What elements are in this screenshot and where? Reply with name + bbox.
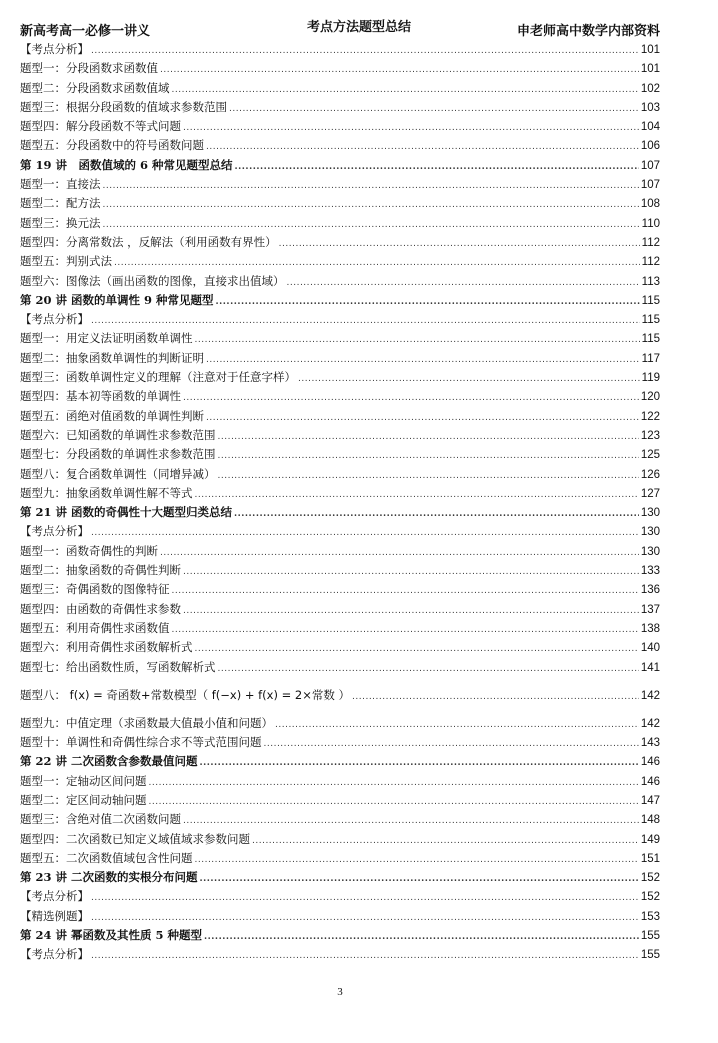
toc-leader-dots <box>183 812 639 831</box>
toc-entry-page: 152 <box>640 872 660 885</box>
toc-entry-title: 题型五：分段函数中的符号函数问题 <box>20 138 204 153</box>
toc-entry-title: 题型八：复合函数单调性（同增异减） <box>20 466 216 481</box>
toc-entry[interactable] <box>20 561 660 580</box>
toc-entry-title: 题型四：由函数的奇偶性求参数 <box>20 601 181 616</box>
toc-entry-title: 题型七：给出函数性质，写函数解析式 <box>20 659 216 674</box>
toc-entry[interactable] <box>20 830 660 849</box>
toc-entry-page: 108 <box>640 198 660 211</box>
toc-entry[interactable] <box>20 175 660 194</box>
toc-entry[interactable] <box>20 542 660 561</box>
toc-leader-dots <box>91 947 639 966</box>
toc-entry[interactable] <box>20 638 660 657</box>
header-left-title: 新高考高一必修一讲义 <box>20 24 151 39</box>
toc-entry[interactable] <box>20 600 660 619</box>
toc-entry-page: 119 <box>641 372 660 385</box>
toc-entry[interactable] <box>20 733 660 752</box>
toc-entry[interactable] <box>20 714 660 733</box>
toc-entry[interactable] <box>20 619 660 638</box>
toc-entry-title: 题型三：换元法 <box>20 215 101 230</box>
toc-lecture-entry[interactable] <box>20 752 660 771</box>
toc-leader-dots <box>252 832 639 851</box>
toc-entry-title: 题型二：抽象函数的奇偶性判断 <box>20 563 181 578</box>
header-center-title: 考点方法题型总结 <box>307 20 412 35</box>
toc-entry-title: 第 20 讲 函数的单调性 9 种常见题型 <box>20 292 214 307</box>
toc-leader-dots <box>103 177 639 196</box>
toc-entry-page: 155 <box>640 930 660 943</box>
toc-entry[interactable] <box>20 945 660 964</box>
toc-entry-page: 140 <box>640 642 660 655</box>
toc-leader-dots <box>218 467 639 486</box>
toc-entry-page: 153 <box>640 910 660 923</box>
toc-entry-page: 130 <box>640 545 660 558</box>
toc-entry[interactable] <box>20 117 660 136</box>
toc-entry-page: 151 <box>640 852 660 865</box>
toc-entry[interactable] <box>20 522 660 541</box>
toc-entry-page: 101 <box>640 44 660 56</box>
toc-entry-title: 题型四：分离常数法 ，反解法（利用函数有界性） <box>20 234 277 249</box>
toc-entry[interactable] <box>20 233 660 252</box>
toc-entry-page: 148 <box>640 814 660 827</box>
toc-entry-page: 112 <box>641 236 660 249</box>
toc-entry-title: 题型二：配方法 <box>20 196 101 211</box>
toc-entry[interactable] <box>20 349 660 368</box>
toc-entry-page: 141 <box>640 661 660 674</box>
toc-entry[interactable] <box>20 407 660 426</box>
toc-leader-dots <box>234 505 639 524</box>
toc-entry[interactable] <box>20 772 660 791</box>
toc-entry[interactable] <box>20 658 660 677</box>
toc-entry-title: 【考点分析】 <box>20 889 89 904</box>
toc-entry[interactable] <box>20 79 660 98</box>
toc-entry-title: 题型三：含绝对值二次函数问题 <box>20 812 181 827</box>
toc-leader-dots <box>352 679 639 716</box>
toc-entry-title: 第 19 讲 函数值域的 6 种常见题型总结 <box>20 157 233 172</box>
toc-entry[interactable] <box>20 445 660 464</box>
toc-leader-dots <box>204 928 639 947</box>
toc-entry-page: 142 <box>640 717 660 730</box>
toc-entry-title: 题型五：二次函数值域包含性问题 <box>20 850 193 865</box>
toc-entry-page: 115 <box>641 294 660 307</box>
toc-entry-page: 112 <box>641 256 660 269</box>
toc-entry[interactable] <box>20 426 660 445</box>
toc-entry[interactable] <box>20 791 660 810</box>
toc-entry[interactable] <box>20 484 660 503</box>
toc-entry-title: 题型四：解分段函数不等式问题 <box>20 119 181 134</box>
toc-entry-page: 130 <box>640 526 660 539</box>
toc-entry-title: 题型五：函绝对值函数的单调性判断 <box>20 408 204 423</box>
toc-entry-title: 题型一：定轴动区间问题 <box>20 773 147 788</box>
toc-entry-title: 题型一：直接法 <box>20 177 101 192</box>
toc-entry-title: 题型八： f(x) = 奇函数+常数模型（ f(−x) + f(x) = 2×常数 ） <box>20 687 351 702</box>
toc-entry-page: 104 <box>640 121 660 134</box>
toc-entry-title: 题型二：抽象函数单调性的判断证明 <box>20 350 204 365</box>
toc-entry-page: 101 <box>640 63 660 76</box>
toc-leader-dots <box>172 81 639 100</box>
toc-entry[interactable] <box>20 465 660 484</box>
toc-entry-title: 题型二：分段函数求函数值域 <box>20 80 170 95</box>
toc-entry-title: 第 24 讲 幂函数及其性质 5 种题型 <box>20 928 203 943</box>
toc-entry[interactable] <box>20 214 660 233</box>
toc-entry-page: 146 <box>640 756 660 769</box>
toc-leader-dots <box>287 274 640 293</box>
toc-entry-page: 107 <box>640 179 660 192</box>
toc-leader-dots <box>195 640 639 659</box>
toc-entry-title: 题型四：基本初等函数的单调性 <box>20 389 181 404</box>
toc-entry-page: 115 <box>641 333 660 346</box>
toc-entry-page: 123 <box>640 429 660 442</box>
toc-entry-title: 题型十：单调性和奇偶性综合求不等式范围问题 <box>20 735 262 750</box>
toc-entry-page: 106 <box>640 140 660 153</box>
toc-leader-dots <box>229 100 639 119</box>
toc-entry-page: 127 <box>640 487 660 500</box>
toc-entry-page: 107 <box>640 159 660 172</box>
toc-entry-title: 题型三：根据分段函数的值域求参数范围 <box>20 99 227 114</box>
toc-entry-page: 110 <box>641 217 660 230</box>
toc-entry-title: 【考点分析】 <box>20 312 89 327</box>
toc-entry-page: 130 <box>640 507 660 520</box>
toc-leader-dots <box>264 735 639 754</box>
toc-entry-page: 137 <box>640 603 660 616</box>
toc-entry-page: 133 <box>640 565 660 578</box>
toc-entry-title: 【精选例题】 <box>20 908 89 923</box>
toc-leader-dots <box>183 119 639 138</box>
toc-entry-title: 题型七：分段函数的单调性求参数范围 <box>20 447 216 462</box>
toc-entry-page: 143 <box>640 737 660 750</box>
toc-leader-dots <box>195 851 639 870</box>
toc-leader-dots <box>275 716 639 735</box>
toc-entry-page: 152 <box>640 891 660 904</box>
toc-leader-dots <box>172 582 639 601</box>
toc-entry-page: 149 <box>640 833 660 846</box>
toc-leader-dots <box>149 793 639 812</box>
toc-entry-page: 103 <box>640 101 660 114</box>
toc-leader-dots <box>91 889 639 908</box>
toc-leader-dots <box>183 563 639 582</box>
toc-entry[interactable] <box>20 252 660 271</box>
toc-entry[interactable] <box>20 98 660 117</box>
toc-entry-title: 第 22 讲 二次函数含参数最值问题 <box>20 754 198 769</box>
toc-leader-dots <box>218 428 639 447</box>
toc-entry-title: 题型四：二次函数已知定义域值域求参数问题 <box>20 831 250 846</box>
toc-entry-page: 125 <box>640 449 660 462</box>
toc-leader-dots <box>160 61 639 80</box>
toc-entry[interactable] <box>20 849 660 868</box>
toc-entry-page: 146 <box>640 775 660 788</box>
toc-entry-title: 题型九：中值定理（求函数最大值最小值和问题） <box>20 715 273 730</box>
toc-leader-dots <box>298 370 640 389</box>
toc-leader-dots <box>279 235 640 254</box>
toc-entry-title: 第 21 讲 函数的奇偶性十大题型归类总结 <box>20 505 233 520</box>
toc-leader-dots <box>183 602 639 621</box>
toc-leader-dots <box>216 293 640 312</box>
toc-leader-dots <box>91 524 639 543</box>
toc-entry-title: 题型六：图像法（画出函数的图像，直接求出值域） <box>20 273 285 288</box>
toc-entry[interactable] <box>20 810 660 829</box>
toc-entry-title: 题型三：奇偶函数的图像特征 <box>20 582 170 597</box>
table-of-contents <box>20 40 660 965</box>
toc-entry-page: 113 <box>641 275 660 288</box>
toc-entry-page: 142 <box>640 689 660 702</box>
toc-leader-dots <box>200 870 639 889</box>
toc-leader-dots <box>91 42 639 61</box>
toc-entry-title: 题型五：利用奇偶性求函数值 <box>20 620 170 635</box>
toc-leader-dots <box>160 544 639 563</box>
toc-entry-page: 136 <box>640 584 660 597</box>
toc-entry[interactable] <box>20 387 660 406</box>
header-right-title: 申老师高中数学内部资料 <box>516 24 660 39</box>
toc-entry-page: 122 <box>640 410 660 423</box>
toc-lecture-entry[interactable] <box>20 156 660 175</box>
toc-entry[interactable] <box>20 59 660 78</box>
toc-entry-page: 155 <box>640 949 660 962</box>
toc-entry[interactable] <box>20 368 660 387</box>
toc-leader-dots <box>195 331 640 350</box>
toc-entry-title: 题型一：用定义法证明函数单调性 <box>20 331 193 346</box>
toc-lecture-entry[interactable] <box>20 926 660 945</box>
toc-entry[interactable] <box>20 580 660 599</box>
toc-leader-dots <box>206 409 639 428</box>
toc-entry-title: 题型一：函数奇偶性的判断 <box>20 543 158 558</box>
toc-entry[interactable] <box>20 907 660 926</box>
toc-leader-dots <box>206 138 639 157</box>
toc-entry-title: 【考点分析】 <box>20 42 89 56</box>
toc-entry[interactable] <box>20 194 660 213</box>
toc-leader-dots <box>172 621 639 640</box>
toc-entry[interactable] <box>20 310 660 329</box>
toc-entry-title: 【考点分析】 <box>20 524 89 539</box>
toc-entry-title: 第 23 讲 二次函数的实根分布问题 <box>20 870 198 885</box>
toc-leader-dots <box>218 447 639 466</box>
toc-entry-title: 【考点分析】 <box>20 947 89 962</box>
toc-entry-title: 题型五：判别式法 <box>20 254 112 269</box>
toc-entry[interactable] <box>20 887 660 906</box>
toc-entry-page: 138 <box>640 622 660 635</box>
toc-entry[interactable] <box>20 677 660 714</box>
toc-lecture-entry[interactable] <box>20 291 660 310</box>
toc-entry[interactable] <box>20 136 660 155</box>
toc-entry-page: 147 <box>640 794 660 807</box>
toc-entry-title: 题型六：利用奇偶性求函数解析式 <box>20 640 193 655</box>
toc-entry-title: 题型九：抽象函数单调性解不等式 <box>20 485 193 500</box>
toc-entry-page: 126 <box>640 468 660 481</box>
toc-leader-dots <box>200 754 639 773</box>
toc-entry-title: 题型一：分段函数求函数值 <box>20 61 158 76</box>
toc-entry-page: 115 <box>641 314 660 327</box>
toc-leader-dots <box>195 486 639 505</box>
toc-entry[interactable] <box>20 329 660 348</box>
toc-entry-page: 102 <box>640 82 660 95</box>
toc-leader-dots <box>235 158 639 177</box>
toc-entry-page: 120 <box>640 391 660 404</box>
toc-lecture-entry[interactable] <box>20 503 660 522</box>
toc-leader-dots <box>183 389 639 408</box>
toc-lecture-entry[interactable] <box>20 868 660 887</box>
toc-entry-title: 题型二：定区间动轴问题 <box>20 792 147 807</box>
toc-leader-dots <box>103 196 639 215</box>
toc-entry-title: 题型六：已知函数的单调性求参数范围 <box>20 427 216 442</box>
page-number: 3 <box>337 986 343 998</box>
toc-entry[interactable] <box>20 272 660 291</box>
toc-entry-title: 题型三：函数单调性定义的理解（注意对于任意字样） <box>20 370 296 385</box>
toc-entry-page: 117 <box>641 352 660 365</box>
toc-leader-dots <box>149 774 639 793</box>
toc-entry[interactable] <box>20 40 660 59</box>
page-header <box>20 16 660 38</box>
